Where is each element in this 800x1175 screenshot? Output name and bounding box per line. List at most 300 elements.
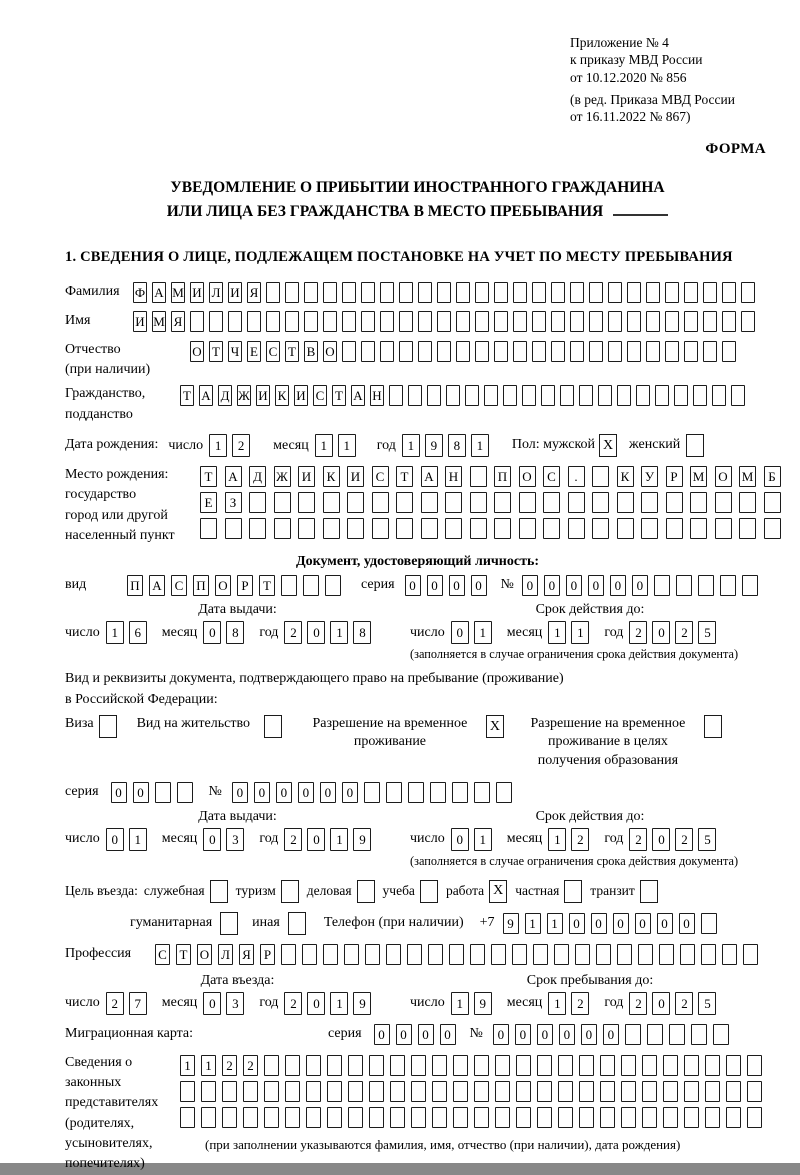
char-cell[interactable] — [274, 492, 291, 513]
char-cell[interactable] — [298, 492, 315, 513]
char-cell[interactable] — [437, 311, 451, 332]
char-cell[interactable] — [399, 341, 413, 362]
char-cell[interactable] — [474, 1081, 489, 1102]
char-cell[interactable] — [484, 385, 498, 406]
char-cell[interactable]: Р — [260, 944, 275, 965]
char-cell[interactable]: 0 — [493, 1024, 509, 1045]
char-cell[interactable] — [676, 575, 692, 596]
char-cell[interactable]: 0 — [537, 1024, 553, 1045]
char-cell[interactable] — [680, 944, 695, 965]
char-cell[interactable]: 0 — [427, 575, 443, 596]
char-cell[interactable]: 1 — [474, 828, 492, 851]
char-cell[interactable] — [712, 385, 726, 406]
char-cell[interactable]: 6 — [129, 621, 147, 644]
char-cell[interactable] — [201, 1081, 216, 1102]
char-cell[interactable]: М — [171, 282, 185, 303]
char-cell[interactable]: 0 — [203, 828, 221, 851]
char-cell[interactable]: 9 — [353, 992, 371, 1015]
char-cell[interactable] — [608, 341, 622, 362]
char-cell[interactable]: О — [715, 466, 732, 487]
char-cell[interactable]: 0 — [652, 992, 670, 1015]
char-cell[interactable]: Е — [200, 492, 217, 513]
char-cell[interactable]: О — [323, 341, 337, 362]
char-cell[interactable] — [347, 492, 364, 513]
char-cell[interactable]: 2 — [284, 621, 302, 644]
char-cell[interactable]: А — [351, 385, 365, 406]
char-cell[interactable] — [452, 782, 468, 803]
char-cell[interactable] — [579, 1055, 594, 1076]
char-cell[interactable] — [396, 518, 413, 539]
char-cell[interactable] — [386, 944, 401, 965]
char-cell[interactable]: О — [197, 944, 212, 965]
char-cell[interactable]: 0 — [652, 621, 670, 644]
char-cell[interactable] — [646, 341, 660, 362]
char-cell[interactable] — [516, 1055, 531, 1076]
char-cell[interactable] — [641, 518, 658, 539]
char-cell[interactable] — [703, 341, 717, 362]
char-cell[interactable] — [494, 341, 508, 362]
char-cell[interactable]: П — [127, 575, 143, 596]
char-cell[interactable]: 0 — [569, 913, 585, 934]
char-cell[interactable]: 1 — [571, 621, 589, 644]
char-cell[interactable] — [568, 518, 585, 539]
char-cell[interactable] — [495, 1081, 510, 1102]
char-cell[interactable]: 2 — [284, 828, 302, 851]
char-cell[interactable]: К — [275, 385, 289, 406]
char-cell[interactable] — [323, 492, 340, 513]
char-cell[interactable] — [654, 575, 670, 596]
char-cell[interactable] — [690, 518, 707, 539]
char-cell[interactable] — [266, 311, 280, 332]
char-cell[interactable] — [636, 385, 650, 406]
char-cell[interactable] — [453, 1055, 468, 1076]
char-cell[interactable] — [722, 311, 736, 332]
char-cell[interactable] — [304, 311, 318, 332]
char-cell[interactable] — [325, 575, 341, 596]
char-cell[interactable] — [554, 944, 569, 965]
char-cell[interactable] — [456, 311, 470, 332]
char-cell[interactable]: 2 — [629, 828, 647, 851]
char-cell[interactable] — [703, 282, 717, 303]
char-cell[interactable] — [532, 282, 546, 303]
char-cell[interactable] — [470, 492, 487, 513]
char-cell[interactable]: 2 — [675, 992, 693, 1015]
char-cell[interactable] — [589, 282, 603, 303]
char-cell[interactable] — [495, 1107, 510, 1128]
char-cell[interactable] — [551, 282, 565, 303]
char-cell[interactable] — [304, 282, 318, 303]
char-cell[interactable] — [285, 282, 299, 303]
char-cell[interactable]: 1 — [471, 434, 489, 457]
char-cell[interactable] — [703, 311, 717, 332]
char-cell[interactable] — [327, 1055, 342, 1076]
visa-checkbox[interactable] — [99, 715, 117, 738]
char-cell[interactable] — [592, 466, 609, 487]
char-cell[interactable] — [428, 944, 443, 965]
char-cell[interactable]: 2 — [222, 1055, 237, 1076]
char-cell[interactable] — [306, 1055, 321, 1076]
char-cell[interactable]: Т — [259, 575, 275, 596]
char-cell[interactable]: С — [171, 575, 187, 596]
temp-residence-checkbox[interactable]: X — [486, 715, 504, 738]
char-cell[interactable]: 0 — [610, 575, 626, 596]
char-cell[interactable]: А — [225, 466, 242, 487]
char-cell[interactable] — [665, 282, 679, 303]
char-cell[interactable] — [663, 1055, 678, 1076]
char-cell[interactable] — [372, 518, 389, 539]
char-cell[interactable] — [592, 518, 609, 539]
char-cell[interactable] — [646, 311, 660, 332]
char-cell[interactable] — [285, 311, 299, 332]
char-cell[interactable]: Р — [666, 466, 683, 487]
char-cell[interactable] — [380, 282, 394, 303]
char-cell[interactable] — [665, 341, 679, 362]
char-cell[interactable] — [177, 782, 193, 803]
char-cell[interactable] — [516, 1107, 531, 1128]
char-cell[interactable] — [285, 1055, 300, 1076]
char-cell[interactable]: 3 — [226, 828, 244, 851]
char-cell[interactable] — [180, 1081, 195, 1102]
purpose-business-checkbox[interactable] — [357, 880, 375, 903]
char-cell[interactable]: 9 — [353, 828, 371, 851]
char-cell[interactable] — [323, 518, 340, 539]
char-cell[interactable] — [418, 282, 432, 303]
char-cell[interactable] — [598, 385, 612, 406]
char-cell[interactable] — [408, 385, 422, 406]
char-cell[interactable]: 9 — [474, 992, 492, 1015]
char-cell[interactable] — [465, 385, 479, 406]
char-cell[interactable] — [543, 492, 560, 513]
char-cell[interactable]: И — [228, 282, 242, 303]
char-cell[interactable]: В — [304, 341, 318, 362]
char-cell[interactable] — [537, 1081, 552, 1102]
char-cell[interactable] — [533, 944, 548, 965]
char-cell[interactable] — [475, 282, 489, 303]
char-cell[interactable] — [380, 311, 394, 332]
char-cell[interactable]: 0 — [232, 782, 248, 803]
char-cell[interactable] — [437, 282, 451, 303]
char-cell[interactable] — [399, 311, 413, 332]
char-cell[interactable]: О — [519, 466, 536, 487]
char-cell[interactable] — [705, 1107, 720, 1128]
char-cell[interactable] — [715, 518, 732, 539]
char-cell[interactable] — [741, 282, 755, 303]
char-cell[interactable] — [369, 1055, 384, 1076]
char-cell[interactable] — [225, 518, 242, 539]
char-cell[interactable] — [722, 341, 736, 362]
char-cell[interactable]: 0 — [603, 1024, 619, 1045]
char-cell[interactable]: 0 — [451, 621, 469, 644]
char-cell[interactable]: 1 — [315, 434, 333, 457]
char-cell[interactable] — [421, 518, 438, 539]
char-cell[interactable] — [342, 311, 356, 332]
char-cell[interactable]: 2 — [243, 1055, 258, 1076]
char-cell[interactable] — [600, 1081, 615, 1102]
char-cell[interactable] — [537, 1055, 552, 1076]
char-cell[interactable] — [747, 1081, 762, 1102]
char-cell[interactable] — [617, 385, 631, 406]
char-cell[interactable] — [285, 1107, 300, 1128]
char-cell[interactable]: 1 — [547, 913, 563, 934]
char-cell[interactable] — [742, 575, 758, 596]
char-cell[interactable] — [720, 575, 736, 596]
char-cell[interactable] — [430, 782, 446, 803]
char-cell[interactable]: 0 — [566, 575, 582, 596]
char-cell[interactable] — [684, 341, 698, 362]
char-cell[interactable] — [190, 311, 204, 332]
char-cell[interactable]: 0 — [342, 782, 358, 803]
char-cell[interactable] — [558, 1081, 573, 1102]
char-cell[interactable] — [453, 1081, 468, 1102]
char-cell[interactable]: М — [690, 466, 707, 487]
char-cell[interactable] — [516, 1081, 531, 1102]
purpose-private-checkbox[interactable] — [564, 880, 582, 903]
char-cell[interactable]: 2 — [106, 992, 124, 1015]
purpose-other-checkbox[interactable] — [288, 912, 306, 935]
char-cell[interactable] — [522, 385, 536, 406]
char-cell[interactable]: С — [266, 341, 280, 362]
char-cell[interactable]: Ж — [274, 466, 291, 487]
char-cell[interactable] — [532, 341, 546, 362]
char-cell[interactable] — [432, 1081, 447, 1102]
char-cell[interactable]: 0 — [133, 782, 149, 803]
char-cell[interactable] — [543, 518, 560, 539]
char-cell[interactable] — [617, 492, 634, 513]
char-cell[interactable]: 1 — [474, 621, 492, 644]
char-cell[interactable] — [608, 311, 622, 332]
char-cell[interactable] — [432, 1107, 447, 1128]
char-cell[interactable]: 5 — [698, 621, 716, 644]
char-cell[interactable] — [474, 782, 490, 803]
char-cell[interactable]: Я — [239, 944, 254, 965]
char-cell[interactable]: 1 — [548, 621, 566, 644]
char-cell[interactable]: 0 — [307, 621, 325, 644]
char-cell[interactable] — [494, 282, 508, 303]
char-cell[interactable]: . — [568, 466, 585, 487]
char-cell[interactable] — [722, 944, 737, 965]
char-cell[interactable] — [596, 944, 611, 965]
char-cell[interactable] — [342, 282, 356, 303]
char-cell[interactable]: Ж — [237, 385, 251, 406]
char-cell[interactable]: 0 — [396, 1024, 412, 1045]
char-cell[interactable]: У — [641, 466, 658, 487]
char-cell[interactable] — [638, 944, 653, 965]
char-cell[interactable]: 1 — [106, 621, 124, 644]
char-cell[interactable] — [764, 518, 781, 539]
char-cell[interactable]: 0 — [613, 913, 629, 934]
char-cell[interactable]: 0 — [652, 828, 670, 851]
char-cell[interactable] — [365, 944, 380, 965]
char-cell[interactable] — [323, 944, 338, 965]
char-cell[interactable] — [641, 492, 658, 513]
char-cell[interactable] — [560, 385, 574, 406]
char-cell[interactable] — [407, 944, 422, 965]
char-cell[interactable]: 0 — [320, 782, 336, 803]
purpose-tourism-checkbox[interactable] — [281, 880, 299, 903]
char-cell[interactable]: 0 — [106, 828, 124, 851]
char-cell[interactable] — [281, 944, 296, 965]
char-cell[interactable] — [512, 944, 527, 965]
char-cell[interactable]: 1 — [548, 828, 566, 851]
char-cell[interactable] — [399, 282, 413, 303]
char-cell[interactable]: 0 — [254, 782, 270, 803]
char-cell[interactable]: 2 — [571, 828, 589, 851]
char-cell[interactable]: Н — [370, 385, 384, 406]
char-cell[interactable] — [475, 311, 489, 332]
char-cell[interactable] — [726, 1055, 741, 1076]
sex-male-checkbox[interactable]: X — [599, 434, 617, 457]
char-cell[interactable] — [361, 282, 375, 303]
char-cell[interactable] — [180, 1107, 195, 1128]
char-cell[interactable]: 0 — [515, 1024, 531, 1045]
char-cell[interactable]: 7 — [129, 992, 147, 1015]
char-cell[interactable]: И — [347, 466, 364, 487]
char-cell[interactable] — [432, 1055, 447, 1076]
char-cell[interactable] — [663, 1081, 678, 1102]
char-cell[interactable]: Т — [396, 466, 413, 487]
char-cell[interactable] — [427, 385, 441, 406]
char-cell[interactable] — [266, 282, 280, 303]
char-cell[interactable] — [519, 492, 536, 513]
char-cell[interactable] — [513, 311, 527, 332]
char-cell[interactable]: 8 — [353, 621, 371, 644]
char-cell[interactable] — [558, 1055, 573, 1076]
char-cell[interactable] — [372, 492, 389, 513]
char-cell[interactable] — [369, 1107, 384, 1128]
char-cell[interactable] — [495, 1055, 510, 1076]
char-cell[interactable] — [303, 575, 319, 596]
char-cell[interactable] — [665, 311, 679, 332]
char-cell[interactable]: Л — [218, 944, 233, 965]
char-cell[interactable]: Т — [180, 385, 194, 406]
char-cell[interactable] — [627, 282, 641, 303]
char-cell[interactable]: И — [256, 385, 270, 406]
char-cell[interactable] — [570, 311, 584, 332]
char-cell[interactable]: 0 — [581, 1024, 597, 1045]
char-cell[interactable] — [327, 1081, 342, 1102]
char-cell[interactable]: 0 — [298, 782, 314, 803]
char-cell[interactable] — [684, 1055, 699, 1076]
char-cell[interactable]: Д — [218, 385, 232, 406]
char-cell[interactable] — [726, 1081, 741, 1102]
char-cell[interactable] — [739, 492, 756, 513]
char-cell[interactable] — [691, 1024, 707, 1045]
char-cell[interactable]: С — [313, 385, 327, 406]
char-cell[interactable] — [726, 1107, 741, 1128]
char-cell[interactable] — [327, 1107, 342, 1128]
char-cell[interactable] — [579, 1081, 594, 1102]
char-cell[interactable] — [655, 385, 669, 406]
char-cell[interactable] — [201, 1107, 216, 1128]
char-cell[interactable] — [437, 341, 451, 362]
char-cell[interactable]: Т — [176, 944, 191, 965]
char-cell[interactable]: Л — [209, 282, 223, 303]
char-cell[interactable]: 0 — [679, 913, 695, 934]
char-cell[interactable]: 2 — [571, 992, 589, 1015]
char-cell[interactable] — [243, 1081, 258, 1102]
char-cell[interactable] — [519, 518, 536, 539]
char-cell[interactable] — [369, 1081, 384, 1102]
purpose-official-checkbox[interactable] — [210, 880, 228, 903]
char-cell[interactable] — [249, 492, 266, 513]
char-cell[interactable]: 5 — [698, 828, 716, 851]
char-cell[interactable]: 0 — [544, 575, 560, 596]
char-cell[interactable] — [496, 782, 512, 803]
char-cell[interactable]: К — [323, 466, 340, 487]
char-cell[interactable]: 1 — [451, 992, 469, 1015]
char-cell[interactable]: Т — [332, 385, 346, 406]
char-cell[interactable] — [715, 492, 732, 513]
char-cell[interactable] — [625, 1024, 641, 1045]
char-cell[interactable] — [722, 282, 736, 303]
char-cell[interactable] — [589, 311, 603, 332]
char-cell[interactable] — [264, 1107, 279, 1128]
char-cell[interactable]: 0 — [588, 575, 604, 596]
char-cell[interactable]: Я — [247, 282, 261, 303]
char-cell[interactable]: 1 — [548, 992, 566, 1015]
char-cell[interactable] — [579, 1107, 594, 1128]
char-cell[interactable] — [348, 1055, 363, 1076]
char-cell[interactable]: Н — [445, 466, 462, 487]
char-cell[interactable] — [274, 518, 291, 539]
char-cell[interactable]: 0 — [203, 621, 221, 644]
char-cell[interactable] — [600, 1107, 615, 1128]
char-cell[interactable]: 8 — [226, 621, 244, 644]
char-cell[interactable] — [642, 1107, 657, 1128]
char-cell[interactable] — [390, 1081, 405, 1102]
char-cell[interactable]: 0 — [405, 575, 421, 596]
char-cell[interactable]: Р — [237, 575, 253, 596]
char-cell[interactable]: 1 — [338, 434, 356, 457]
char-cell[interactable]: 0 — [559, 1024, 575, 1045]
char-cell[interactable]: О — [190, 341, 204, 362]
char-cell[interactable]: 0 — [449, 575, 465, 596]
char-cell[interactable] — [551, 341, 565, 362]
char-cell[interactable] — [627, 311, 641, 332]
char-cell[interactable] — [693, 385, 707, 406]
char-cell[interactable] — [249, 518, 266, 539]
char-cell[interactable] — [513, 282, 527, 303]
char-cell[interactable] — [281, 575, 297, 596]
char-cell[interactable] — [647, 1024, 663, 1045]
char-cell[interactable] — [306, 1081, 321, 1102]
char-cell[interactable] — [491, 944, 506, 965]
char-cell[interactable] — [551, 311, 565, 332]
char-cell[interactable] — [344, 944, 359, 965]
char-cell[interactable] — [411, 1107, 426, 1128]
char-cell[interactable]: 5 — [698, 992, 716, 1015]
char-cell[interactable] — [532, 311, 546, 332]
char-cell[interactable]: 0 — [418, 1024, 434, 1045]
char-cell[interactable]: 9 — [503, 913, 519, 934]
char-cell[interactable] — [570, 282, 584, 303]
char-cell[interactable] — [494, 492, 511, 513]
char-cell[interactable]: 2 — [675, 828, 693, 851]
char-cell[interactable] — [575, 944, 590, 965]
char-cell[interactable] — [155, 782, 171, 803]
char-cell[interactable]: Б — [764, 466, 781, 487]
char-cell[interactable] — [470, 944, 485, 965]
char-cell[interactable] — [390, 1055, 405, 1076]
char-cell[interactable] — [494, 518, 511, 539]
char-cell[interactable] — [503, 385, 517, 406]
char-cell[interactable]: 1 — [201, 1055, 216, 1076]
char-cell[interactable] — [361, 341, 375, 362]
char-cell[interactable] — [421, 492, 438, 513]
char-cell[interactable]: 2 — [284, 992, 302, 1015]
char-cell[interactable]: 1 — [330, 621, 348, 644]
char-cell[interactable] — [627, 341, 641, 362]
